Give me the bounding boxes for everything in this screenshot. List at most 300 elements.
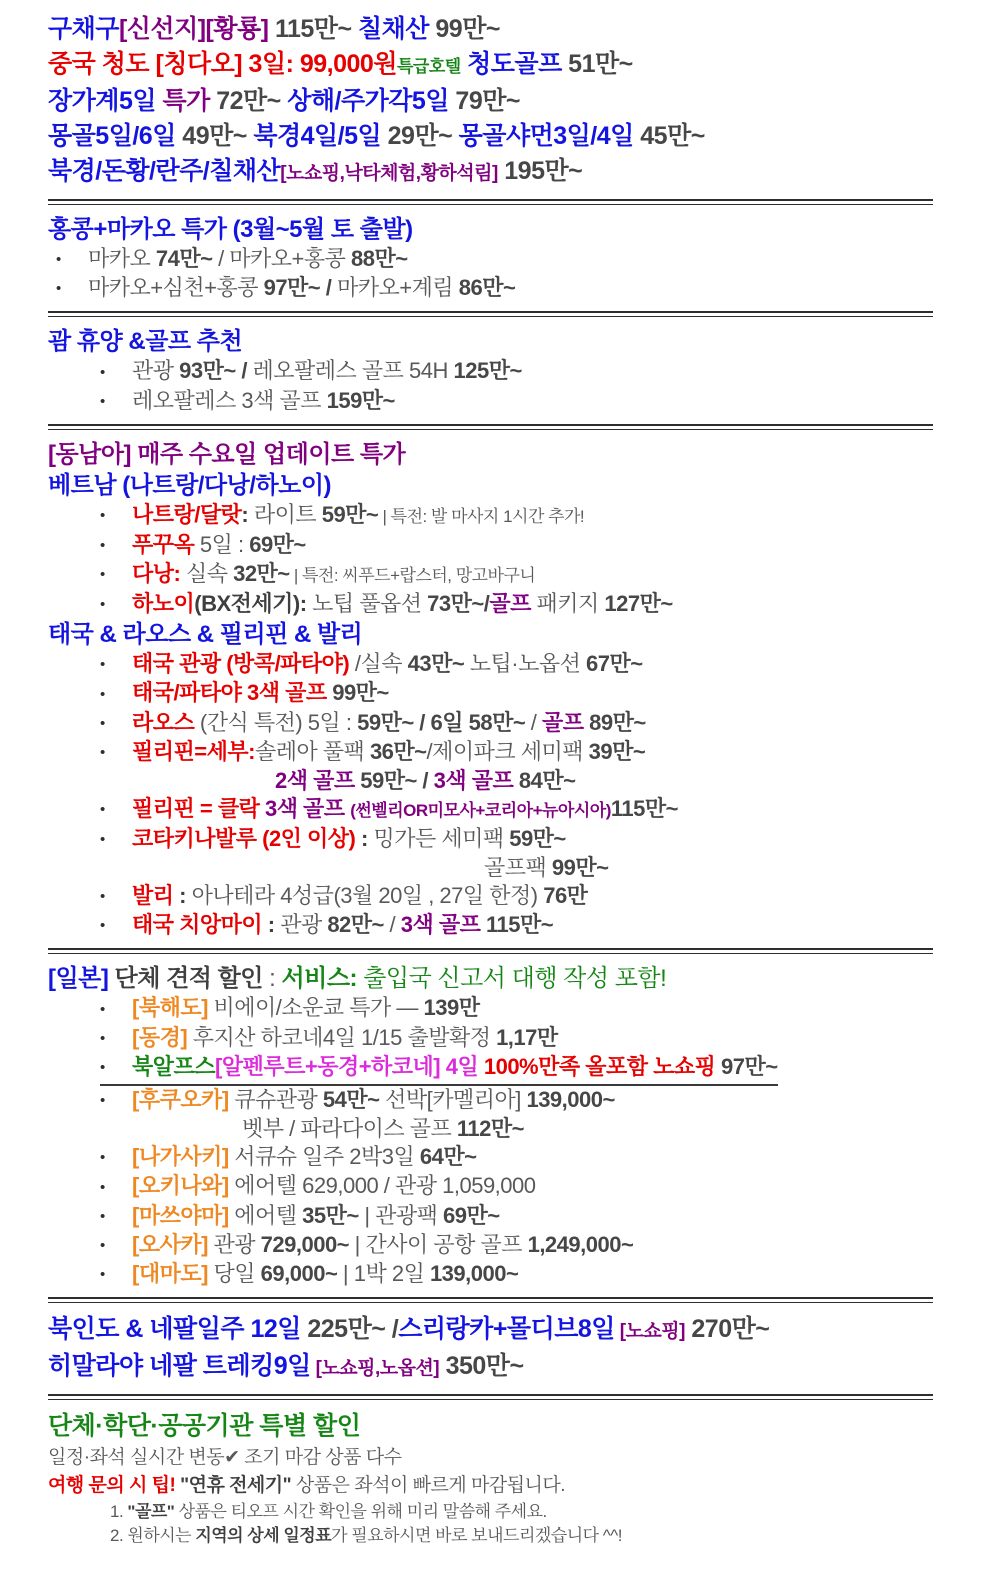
text-segment: | 간사이 공항 골프 <box>349 1231 528 1257</box>
bullet-icon: • <box>100 917 106 935</box>
text-segment: [후쿠오카] <box>132 1087 229 1112</box>
text-segment: 라이트 <box>253 501 322 527</box>
text-segment: 태국 관광 (방콕/파타야) <box>132 651 350 677</box>
text-segment: 에어텔 629,000 / 관광 1,059,000 <box>228 1173 536 1199</box>
text-segment: 칠채산 <box>351 15 429 43</box>
text-segment: 특가 <box>156 87 210 115</box>
text-segment: 지역의 상세 일정표 <box>195 1526 332 1546</box>
text-segment: 84만~ <box>513 767 576 793</box>
text-segment: [동남아] 매주 수요일 업데이트 특가 <box>48 440 406 468</box>
line-content <box>100 994 479 1023</box>
text-segment: [나가사키] <box>132 1144 229 1170</box>
text-segment: 골프팩 <box>484 855 552 881</box>
section-divider <box>48 311 933 317</box>
text-segment: 127만~ <box>604 590 673 616</box>
text-segment: 99만~ <box>428 15 500 43</box>
line-content <box>48 12 500 47</box>
section-china-mongolia-specials <box>48 12 958 191</box>
text-segment: 54만~ <box>322 1087 380 1112</box>
text-segment: 79만~ <box>448 87 520 115</box>
line-content <box>48 1409 360 1444</box>
line-content <box>100 738 645 767</box>
text-segment: 마카오+심천+홍콩 <box>88 275 264 301</box>
line-content <box>48 154 582 191</box>
text-segment: 72만~ <box>209 87 281 115</box>
line-content <box>242 1115 524 1143</box>
bullet-icon: • <box>100 888 106 906</box>
text-segment: 노팁·노옵션 <box>464 651 586 677</box>
bullet-icon: • <box>56 280 62 298</box>
text-line <box>48 825 958 854</box>
text-segment: 59만~ <box>321 501 379 527</box>
text-segment: / <box>525 709 543 735</box>
text-segment: [노쇼핑,노옵션] <box>310 1358 440 1380</box>
section-divider <box>48 948 933 954</box>
text-segment: 97만~ <box>715 1053 778 1079</box>
line-content <box>48 84 520 119</box>
text-segment: / 6일 <box>413 709 469 735</box>
line-content <box>48 963 666 994</box>
heading-line <box>48 439 958 470</box>
text-segment: 관광 <box>132 358 180 384</box>
text-line <box>48 154 958 191</box>
text-segment: 노팁 풀옵션 <box>306 590 428 616</box>
text-segment: / <box>320 275 337 301</box>
text-line <box>48 119 958 154</box>
line-content <box>100 1260 518 1289</box>
line-content <box>48 47 633 84</box>
text-line <box>48 1086 958 1115</box>
text-segment: 마카오+계림 <box>337 275 459 301</box>
heading-line <box>48 963 958 994</box>
text-segment: 선박[카멜리아] <box>379 1087 527 1112</box>
text-segment: 비에이/소운쿄 특가 — <box>207 995 424 1021</box>
text-line <box>48 795 958 825</box>
text-segment: 에어텔 <box>228 1202 303 1228</box>
text-segment: /제이파크 세미팩 <box>426 738 589 764</box>
text-segment: 상해/주가각5일 <box>280 87 449 115</box>
text-segment: 북경4일/5일 <box>246 122 382 150</box>
line-content <box>110 1524 622 1548</box>
text-line <box>48 882 958 911</box>
line-content <box>100 1024 558 1053</box>
text-line <box>48 1524 958 1548</box>
text-segment: [알펜루트+동경+하코네] 4일 <box>215 1053 479 1079</box>
text-line <box>48 650 958 679</box>
text-segment: 필리핀 = 클락 <box>132 795 260 821</box>
text-segment: / <box>483 590 490 616</box>
text-segment: 67만~ <box>586 651 643 677</box>
text-line <box>48 994 958 1023</box>
bullet-icon: • <box>100 1029 106 1047</box>
text-segment: 레오팔레스 골프 54H <box>252 358 454 384</box>
text-line <box>48 560 958 590</box>
text-segment: 골프 <box>489 590 531 616</box>
text-segment: 58만~ <box>468 709 526 735</box>
text-segment: 중국 청도 [칭다오] 3일: 99,000원 <box>48 50 397 78</box>
text-line <box>48 47 958 84</box>
text-line <box>48 911 958 940</box>
text-segment: [오키나와] <box>132 1173 229 1199</box>
text-segment: 태국/파타야 3색 골프 <box>132 680 327 706</box>
section-divider <box>48 199 933 205</box>
heading-line <box>48 214 958 245</box>
text-line <box>48 1231 958 1260</box>
line-content <box>100 1202 500 1231</box>
text-segment: 32만~ <box>233 560 290 586</box>
heading-line <box>48 619 958 650</box>
line-content <box>48 214 413 245</box>
text-segment: 여행 문의 시 팁! <box>48 1475 176 1497</box>
text-segment: [신선지][황룡] <box>118 15 269 43</box>
text-segment: [마쓰야마] <box>132 1202 229 1228</box>
text-segment: 몽골5일/6일 <box>48 122 176 150</box>
text-line <box>48 501 958 531</box>
text-line <box>48 531 958 560</box>
text-segment: 3색 골프 <box>259 795 351 821</box>
text-segment: 69만~ <box>249 531 306 557</box>
text-line <box>48 1053 958 1086</box>
text-segment: 발리 <box>132 883 174 909</box>
text-line <box>48 1115 958 1143</box>
text-segment: 태국 & 라오스 & 필리핀 & 발리 <box>48 621 363 649</box>
text-segment: 마카오 <box>88 246 156 271</box>
text-segment: 상품은 티오프 시간 확인을 위해 미리 말씀해 주세요. <box>174 1502 547 1522</box>
text-segment: 후지산 하코네4일 1/15 출발확정 <box>187 1024 497 1050</box>
text-segment: | 특전: 발 마사지 1시간 추가! <box>378 506 585 526</box>
text-segment: 35만~ <box>302 1202 359 1228</box>
text-line <box>48 84 958 119</box>
line-content <box>110 1500 547 1524</box>
text-segment: 225만~ <box>300 1315 386 1344</box>
text-segment: 88만~ <box>351 246 408 271</box>
text-segment: "연휴 전세기" <box>175 1475 292 1497</box>
text-segment: | 1박 2일 <box>337 1260 430 1286</box>
text-segment: : <box>241 501 254 527</box>
text-line <box>48 1349 958 1386</box>
text-segment: 히말라야 네팔 트레킹9일 <box>48 1352 311 1381</box>
text-segment: 89만~ <box>583 709 646 735</box>
text-segment: 홍콩+마카오 특가 (3월~5월 토 출발) <box>48 216 413 243</box>
bullet-icon: • <box>100 363 106 381</box>
text-segment: 관광 <box>207 1231 261 1257</box>
text-segment: 51만~ <box>561 50 633 78</box>
text-segment: : <box>355 825 374 851</box>
text-line <box>48 1202 958 1231</box>
bullet-icon: • <box>100 743 106 761</box>
text-segment: 139만 <box>423 995 480 1021</box>
text-segment: 푸꾸옥 <box>132 531 195 557</box>
text-segment: 125만~ <box>453 358 522 384</box>
text-line <box>48 1472 958 1500</box>
text-segment: 93만~ <box>179 358 236 384</box>
bullet-icon: • <box>100 1000 106 1018</box>
bullet-icon: • <box>100 596 106 614</box>
text-segment: 장가계5일 <box>48 87 157 115</box>
bullet-icon: • <box>100 506 106 524</box>
line-content <box>100 1053 778 1086</box>
text-segment: 73만~ <box>427 590 484 616</box>
section-guam-leisure-golf <box>48 326 958 415</box>
text-segment: 350만~ <box>439 1352 524 1381</box>
text-segment: 49만~ <box>175 122 247 150</box>
text-segment: 다낭: <box>132 560 181 586</box>
text-line <box>48 709 958 738</box>
section-divider <box>48 1394 933 1400</box>
text-line <box>48 1260 958 1289</box>
text-segment: 270만~ <box>684 1315 770 1344</box>
text-segment: 112만~ <box>456 1116 524 1142</box>
line-content <box>48 470 331 501</box>
text-segment: 43만~ <box>407 651 465 677</box>
text-segment: 76만 <box>543 883 588 909</box>
text-segment: / <box>383 912 401 938</box>
text-segment: 1,17만 <box>496 1024 558 1050</box>
section-japan-group-quote <box>48 963 958 1289</box>
line-content <box>100 795 678 825</box>
text-segment: | 관광팩 <box>358 1202 444 1228</box>
line-content <box>48 1349 524 1386</box>
text-segment: 3색 골프 <box>400 912 481 938</box>
text-segment: 5일 : <box>194 531 250 557</box>
text-segment: 59만~ <box>354 767 417 793</box>
text-segment: / <box>416 767 434 793</box>
bullet-icon: • <box>100 656 106 674</box>
text-segment: / <box>235 358 253 384</box>
bullet-icon: • <box>100 1266 106 1284</box>
text-line <box>48 274 958 303</box>
bullet-icon: • <box>56 251 62 269</box>
text-segment: 밍가든 세미팩 <box>373 825 510 851</box>
text-segment: 코타키나발루 (2인 이상) <box>132 825 356 851</box>
text-segment: 구채구 <box>48 15 119 43</box>
text-segment: 100%만족 올포함 노쇼핑 <box>478 1053 716 1079</box>
text-line <box>48 1444 958 1472</box>
bullet-icon: • <box>100 801 106 819</box>
heading-line <box>48 470 958 501</box>
text-segment: 가 필요하시면 바로 보내드리겠습니다 ^^! <box>331 1526 622 1546</box>
text-segment: [노쇼핑,낙타체험,황하석림] <box>280 163 498 184</box>
line-content <box>100 825 566 854</box>
line-content <box>48 119 705 154</box>
text-segment: 괌 휴양 &골프 추천 <box>48 328 243 356</box>
text-segment: 3색 골프 <box>433 767 514 793</box>
text-segment: 큐슈관광 <box>228 1087 323 1112</box>
text-segment: 1. <box>110 1502 128 1522</box>
text-segment: /실속 <box>349 651 408 677</box>
line-content <box>100 560 535 590</box>
text-segment: [북해도] <box>132 995 208 1021</box>
bullet-icon: • <box>100 392 106 410</box>
text-segment: 139,000~ <box>429 1260 519 1286</box>
text-segment: 아나테라 4성급(3월 20일 , 27일 한정) <box>191 883 544 909</box>
text-segment: 청도골프 <box>460 50 562 78</box>
line-content <box>56 245 408 274</box>
text-segment: [노쇼핑] <box>614 1321 685 1343</box>
heading-line <box>48 326 958 357</box>
line-content <box>56 274 515 303</box>
text-line <box>48 767 958 795</box>
text-segment: 라오스 <box>132 709 195 735</box>
line-content <box>100 531 306 560</box>
line-content <box>100 650 643 679</box>
text-segment: 나트랑/달랏 <box>132 501 242 527</box>
text-segment: 북알프스 <box>132 1053 216 1079</box>
text-line <box>48 357 958 386</box>
text-segment: 당일 <box>207 1260 261 1286</box>
text-segment: 북인도 & 네팔일주 12일 <box>48 1315 301 1344</box>
text-segment: 단체 견적 할인 <box>108 965 270 993</box>
line-content <box>100 709 646 738</box>
text-segment: 출입국 신고서 대행 작성 포함! <box>357 965 667 993</box>
section-divider <box>48 424 933 430</box>
text-segment: 45만~ <box>633 122 705 150</box>
text-segment: 99만~ <box>326 680 389 706</box>
text-segment: 82만~ <box>327 912 384 938</box>
line-content <box>100 1143 476 1172</box>
line-content <box>48 1312 769 1349</box>
text-segment: 1,249,000~ <box>527 1231 634 1257</box>
bullet-icon: • <box>100 685 106 703</box>
section-southeast-asia <box>48 439 958 941</box>
text-segment: 솔레아 풀팩 <box>254 738 370 764</box>
text-segment: 태국 치앙마이 <box>132 912 263 938</box>
line-content <box>100 1086 615 1115</box>
line-content <box>100 387 395 416</box>
text-segment: 115만~ <box>268 15 352 43</box>
text-segment: 729,000~ <box>260 1231 350 1257</box>
text-segment: 관광 <box>280 912 328 938</box>
text-line <box>48 1143 958 1172</box>
text-segment: 2. 원하시는 <box>110 1526 196 1546</box>
text-segment: 115만~ <box>610 795 678 821</box>
line-content <box>100 590 673 619</box>
text-line <box>48 245 958 274</box>
line-content <box>100 357 522 386</box>
text-segment: 필리핀=세부: <box>132 738 255 764</box>
line-content <box>48 1472 565 1500</box>
text-line <box>48 854 958 882</box>
text-segment: : <box>173 883 192 909</box>
text-segment: : <box>262 912 281 938</box>
bullet-icon: • <box>100 1059 106 1076</box>
section-divider <box>48 1297 933 1303</box>
text-line <box>48 738 958 767</box>
line-content <box>100 911 553 940</box>
text-segment: [대마도] <box>132 1260 208 1286</box>
text-segment: 일정·좌석 실시간 변동✔ 조기 마감 상품 다수 <box>48 1447 402 1469</box>
line-content <box>100 679 389 708</box>
text-segment: 115만~ <box>480 912 554 938</box>
text-segment: 59만~ <box>357 709 414 735</box>
text-segment: 스리랑카+몰디브8일 <box>398 1315 615 1344</box>
text-segment: (BX전세기): <box>194 590 307 616</box>
text-line <box>48 1500 958 1524</box>
line-content <box>48 439 405 470</box>
text-segment: 패키지 <box>530 590 605 616</box>
section-group-special-discount <box>48 1409 958 1548</box>
text-line <box>48 1172 958 1201</box>
text-line <box>48 679 958 708</box>
text-segment: 36만~ <box>369 738 427 764</box>
line-content <box>100 1172 536 1201</box>
text-segment: 64만~ <box>419 1144 477 1170</box>
text-segment: 99만~ <box>551 855 609 881</box>
text-segment: 97만~ <box>263 275 321 301</box>
line-content <box>275 767 575 795</box>
text-segment: 서큐슈 일주 2박3일 <box>228 1144 420 1170</box>
bullet-icon: • <box>100 1236 106 1254</box>
text-segment: [오사카] <box>132 1231 208 1257</box>
text-segment: 실속 <box>180 560 234 586</box>
text-line <box>48 1024 958 1053</box>
text-segment: 139,000~ <box>526 1087 615 1112</box>
text-segment: [일본] <box>48 965 109 993</box>
line-content <box>48 1444 401 1472</box>
text-line <box>48 12 958 47</box>
text-segment: 2색 골프 <box>275 767 355 793</box>
text-segment: 베트남 (나트랑/다낭/하노이) <box>48 471 332 499</box>
text-line <box>48 1312 958 1349</box>
text-segment: 195만~ <box>497 157 583 185</box>
text-segment: 몽골샤먼3일/4일 <box>452 122 634 150</box>
text-segment: 69만~ <box>443 1202 500 1228</box>
text-segment: | 특전: 씨푸드+랍스터, 망고바구니 <box>289 565 536 585</box>
section-hongkong-macau <box>48 214 958 303</box>
bullet-icon: • <box>100 714 106 732</box>
text-line <box>48 387 958 416</box>
text-segment: 골프 <box>542 709 584 735</box>
text-segment: 단체·학단·공공기관 특별 할인 <box>48 1412 361 1441</box>
text-segment: 74만~ <box>155 246 213 271</box>
line-content <box>48 326 242 357</box>
bullet-icon: • <box>100 1207 106 1225</box>
line-content <box>100 501 584 531</box>
text-segment: 특급호텔 <box>396 57 461 76</box>
text-segment: 상품은 좌석이 빠르게 마감됩니다. <box>291 1475 566 1497</box>
text-line <box>48 590 958 619</box>
text-segment: 39만~ <box>588 738 646 764</box>
line-content <box>100 882 587 911</box>
text-segment: 벳부 / 파라다이스 골프 <box>242 1116 457 1142</box>
bullet-icon: • <box>100 831 106 849</box>
bullet-icon: • <box>100 1092 106 1110</box>
line-content <box>484 854 608 882</box>
text-segment: "골프" <box>127 1502 175 1522</box>
bullet-icon: • <box>100 536 106 554</box>
text-segment: / <box>385 1315 399 1344</box>
section-india-nepal-srilanka <box>48 1312 958 1386</box>
text-segment: 북경/돈황/란주/칠채산 <box>48 157 281 185</box>
line-content <box>48 619 362 650</box>
text-segment: 하노이 <box>132 590 195 616</box>
text-segment: 159만~ <box>326 387 395 413</box>
text-segment: (썬벨리OR미모사+코리아+뉴아시아) <box>350 800 611 820</box>
text-segment: / 마카오+홍콩 <box>212 246 352 271</box>
text-segment: 69,000~ <box>260 1260 338 1286</box>
bullet-icon: • <box>100 1149 106 1167</box>
bullet-icon: • <box>100 566 106 584</box>
text-segment: 서비스: <box>281 965 358 993</box>
text-segment: : <box>269 965 282 993</box>
heading-line <box>48 1409 958 1444</box>
text-segment: 29만~ <box>381 122 453 150</box>
bullet-icon: • <box>100 1178 106 1196</box>
text-segment: 59만~ <box>509 825 566 851</box>
text-segment: 86만~ <box>458 275 516 301</box>
text-segment: (간식 특전) 5일 : <box>194 709 358 735</box>
line-content <box>100 1231 633 1260</box>
